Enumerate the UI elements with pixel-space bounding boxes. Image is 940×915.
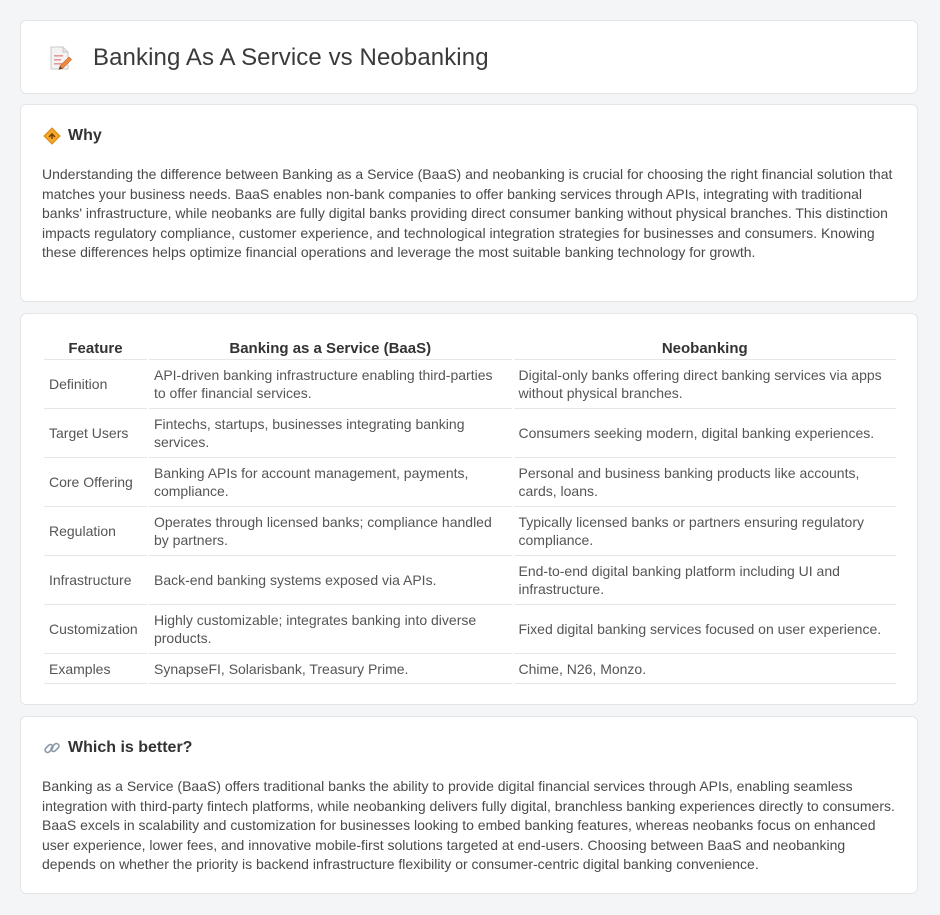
neobanking-cell: Chime, N26, Monzo. xyxy=(514,654,897,684)
neobanking-cell: Consumers seeking modern, digital banking experiences. xyxy=(514,409,897,458)
comparison-card xyxy=(20,313,918,705)
feature-cell: Target Users xyxy=(44,409,147,458)
neobanking-cell: Fixed digital banking services focused on user experience. xyxy=(514,605,897,654)
baas-cell: Fintechs, startups, businesses integrating banking services. xyxy=(149,409,512,458)
page-title: Banking As A Service vs Neobanking xyxy=(93,44,489,71)
table-header-row xyxy=(44,335,896,360)
baas-cell: Highly customizable; integrates banking into diverse products. xyxy=(149,605,512,654)
neobanking-cell: Personal and business banking products like accounts, cards, loans. xyxy=(514,458,897,507)
link-icon xyxy=(43,739,61,757)
why-heading: Why xyxy=(68,127,102,144)
baas-cell: API-driven banking infrastructure enabling third-parties to offer financial services. xyxy=(149,360,512,409)
header-neobanking: Neobanking xyxy=(514,335,897,360)
better-heading: Which is better? xyxy=(68,739,193,756)
neobanking-cell: Digital-only banks offering direct banking services via apps without physical branches. xyxy=(514,360,897,409)
table-row xyxy=(44,654,896,684)
header-baas: Banking as a Service (BaaS) xyxy=(149,335,512,360)
why-header xyxy=(43,127,102,145)
table-row xyxy=(44,507,896,556)
feature-cell: Definition xyxy=(44,360,147,409)
table-row xyxy=(44,409,896,458)
table-row xyxy=(44,458,896,507)
baas-cell: Operates through licensed banks; compliance handled by partners. xyxy=(149,507,512,556)
header-feature: Feature xyxy=(44,335,147,360)
baas-cell: SynapseFI, Solarisbank, Treasury Prime. xyxy=(149,654,512,684)
title-card xyxy=(20,20,918,94)
baas-cell: Banking APIs for account management, payments, compliance. xyxy=(149,458,512,507)
table-row xyxy=(44,360,896,409)
better-text: Banking as a Service (BaaS) offers traditional banks the ability to provide digital financial services through APIs, enabling seamless integration with third-party fintech platforms, while neobanking delivers fully digital, branchless banking experiences directly to consumers. BaaS excels in scalability and customization for businesses looking to embed banking features, whereas neobanks focus on enhanced user experience, lower fees, and innovative mobile-first solutions targeted at end-users. Choosing between BaaS and neobanking depends on whether the priority is backend infrastructure flexibility or consumer-centric digital banking convenience. xyxy=(42,778,895,872)
neobanking-cell: End-to-end digital banking platform including UI and infrastructure. xyxy=(514,556,897,605)
feature-cell: Core Offering xyxy=(44,458,147,507)
feature-cell: Infrastructure xyxy=(44,556,147,605)
feature-cell: Examples xyxy=(44,654,147,684)
baas-cell: Back-end banking systems exposed via APIs. xyxy=(149,556,512,605)
comparison-table xyxy=(42,335,898,684)
better-header xyxy=(43,739,192,757)
diamond-sign-icon xyxy=(43,127,61,145)
feature-cell: Regulation xyxy=(44,507,147,556)
table-row xyxy=(44,605,896,654)
why-section xyxy=(20,104,918,302)
which-better-section xyxy=(20,716,918,894)
table-row xyxy=(44,556,896,605)
why-text: Understanding the difference between Banking as a Service (BaaS) and neobanking is crucial for choosing the right financial solution that matches your business needs. BaaS enables non-bank companies to offer banking services through APIs, integrating with traditional banks' infrastructure, while neobanks are fully digital banks providing direct consumer banking without physical branches. This distinction impacts regulatory compliance, customer experience, and technological integration strategies for businesses and consumers. Knowing these differences helps optimize financial operations and leverage the most suitable banking technology for growth. xyxy=(42,166,893,260)
memo-pencil-icon xyxy=(48,45,72,71)
feature-cell: Customization xyxy=(44,605,147,654)
neobanking-cell: Typically licensed banks or partners ensuring regulatory compliance. xyxy=(514,507,897,556)
